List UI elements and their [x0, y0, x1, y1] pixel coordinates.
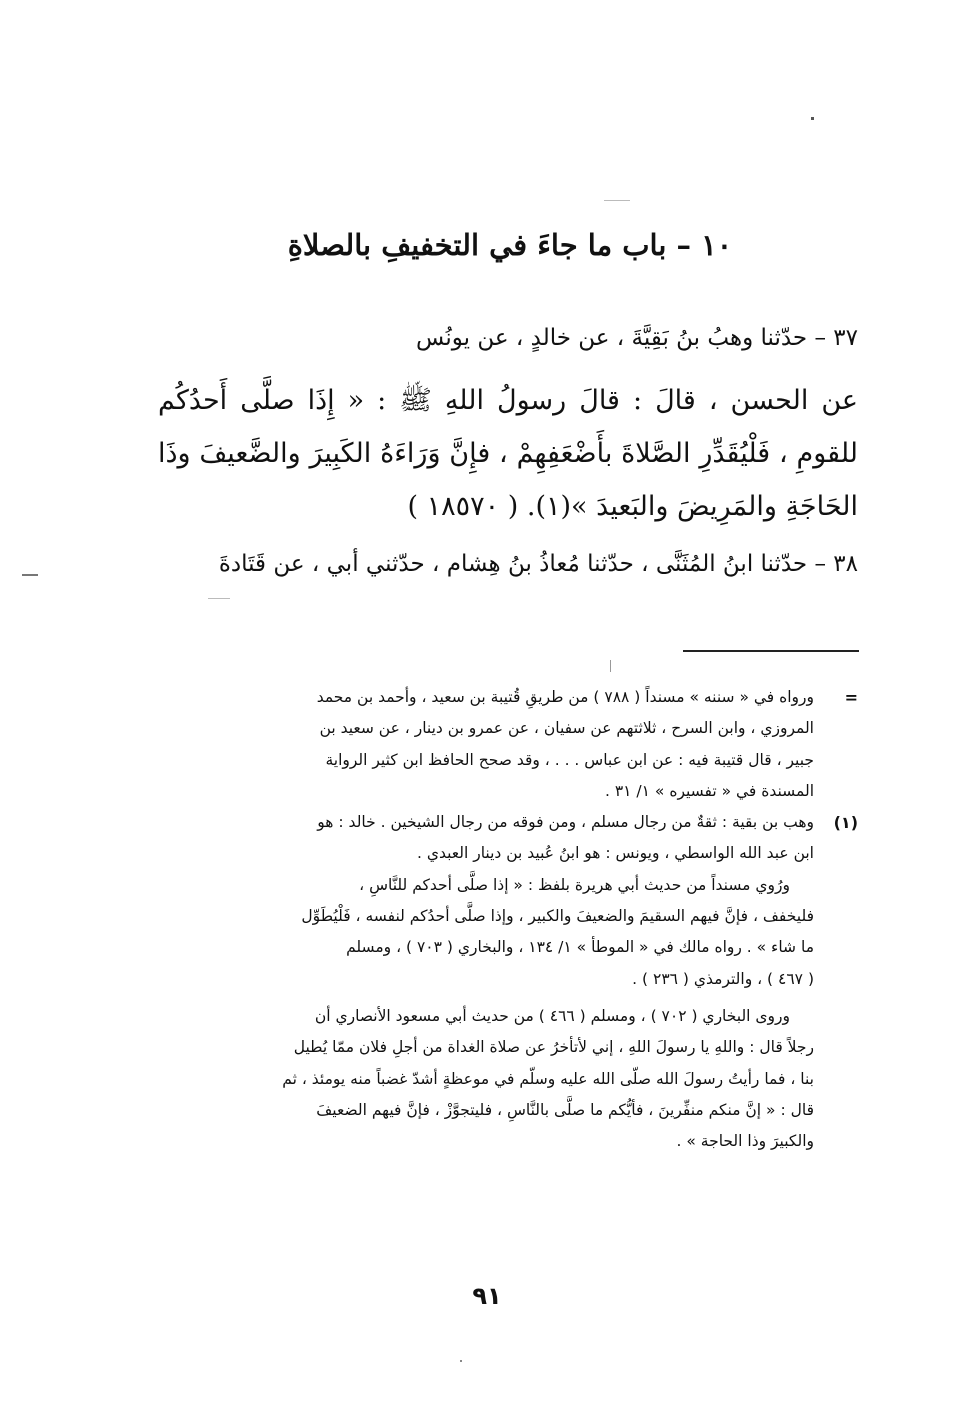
footnote-line: جبير ، قال قتيبة فيه : عن ابن عباس . . . ، وقد صحح الحافظ ابن كثير الرواية: [325, 750, 814, 769]
footnote-line: المسندة في « تفسيره » ١/ ٣١ .: [604, 781, 814, 800]
chapter-title: ١٠ – باب ما جاءَ في التخفيفِ بالصلاةِ: [287, 228, 733, 262]
footnote-line: ورواه في « سننه » مسنداً ( ٧٨٨ ) من طريقِ قُتيبة بن سعيد ، وأحمد بن محمد: [316, 688, 814, 706]
footnote-line: ( ٤٦٧ ) ، والترمذي ( ٢٣٦ ) .: [632, 969, 814, 988]
footnote-line: المروزي ، وابن السرح ، ثلاثتهم عن سفيان ، عن عمرو بن دينار ، عن سعيد بن: [319, 719, 814, 738]
continuation-mark: =: [844, 688, 858, 707]
footnote-1: [158, 807, 858, 870]
footnote-separator: [683, 650, 859, 652]
footnote-line: فليخفف ، فإنَّ فيهم السقيمَ والضعيفَ والكبير ، وإذا صلَّى أحدُكم لنفسه ، فَلْيُطَوِّل: [301, 907, 814, 926]
scan-speck: [460, 1360, 462, 1362]
footnote-line: بنا ، فما رأيتُ رسولَ الله صلّى الله عليه وسلّم في موعظةٍ أشدّ غضباً منه يومئذ ، ثم: [282, 1069, 814, 1088]
scan-speck: [604, 200, 630, 201]
footnote-line: وهب بن بقية : ثقةٌ من رجال مسلم ، ومن فوقه من رجال الشيخين . خالد : هو: [317, 813, 814, 832]
footnotes: [158, 682, 858, 1157]
footnote-continuation: [158, 682, 858, 807]
footnote-line: والكبيرَ وذا الحاجة » .: [676, 1132, 814, 1151]
scan-speck: [22, 574, 38, 576]
page-number: ٩١: [472, 1282, 502, 1310]
footnote-line: ابن عبد الله الواسطي ، ويونس : هو ابنُ عُبيد بن دينار العبدي .: [416, 844, 814, 863]
footnote-line: قال : « إنَّ منكم منفِّرينَ ، فأيُّكم ما صلَّى بالنَّاسِ ، فليتجوَّزْ ، فإنَّ فيهم الضعيفَ: [316, 1100, 814, 1119]
footnote-line: ورُوي مسنداً من حديث أبي هريرة بلفظ : « إذا صلَّى أحدكم للنَّاسِ ،: [359, 875, 790, 894]
hadith-37-isnad: ٣٧ – حدّثنا وهبُ بنُ بَقِيَّةَ ، عن خالدٍ ، عن يونُس: [416, 325, 858, 351]
footnote-line: ما شاء » . رواه مالك في « الموطأ » ١/ ١٣٤ ، والبخاري ( ٧٠٣ ) ، ومسلم: [346, 938, 814, 957]
scan-speck: [610, 660, 611, 672]
footnote-paragraph-abu-masud: [158, 1001, 858, 1157]
footnote-line: وروى البخاري ( ٧٠٢ ) ، ومسلم ( ٤٦٦ ) من حديث أبي مسعود الأنصاري أن: [314, 1006, 790, 1025]
hadith-38-isnad: ٣٨ – حدّثنا ابنُ المُثَنَّى ، حدّثنا مُعاذُ بنُ هِشام ، حدّثني أبي ، عن قَتَادةَ: [218, 551, 858, 577]
hadith-37-matn: عن الحسن ، قالَ : قالَ رسولُ اللهِ ﷺ : « إِذَا صلَّى أَحدُكُم للقومِ ، فَلْيُقَدِّرِ الصَّلاةَ بأَضْعَفِهِمْ ، فإِنَّ وَرَاءَهُ الكَبِيرَ والضَّعيفَ وذَا الحَاجَةِ والمَرِيضَ والبَعيدَ »(١). ( ١٨٥٧٠ ): [158, 385, 858, 522]
footnote-paragraph-abu-hurayra: [158, 870, 858, 995]
footnote-line: رجلاً قال : واللهِ يا رسولَ اللهِ ، إني لأتأخرُ عن صلاة الغداة من أجلِ فلان ممّا يُطيل: [293, 1038, 814, 1057]
scan-speck: [811, 117, 814, 120]
scan-speck: [208, 598, 230, 599]
footnote-number: (١): [833, 813, 858, 833]
